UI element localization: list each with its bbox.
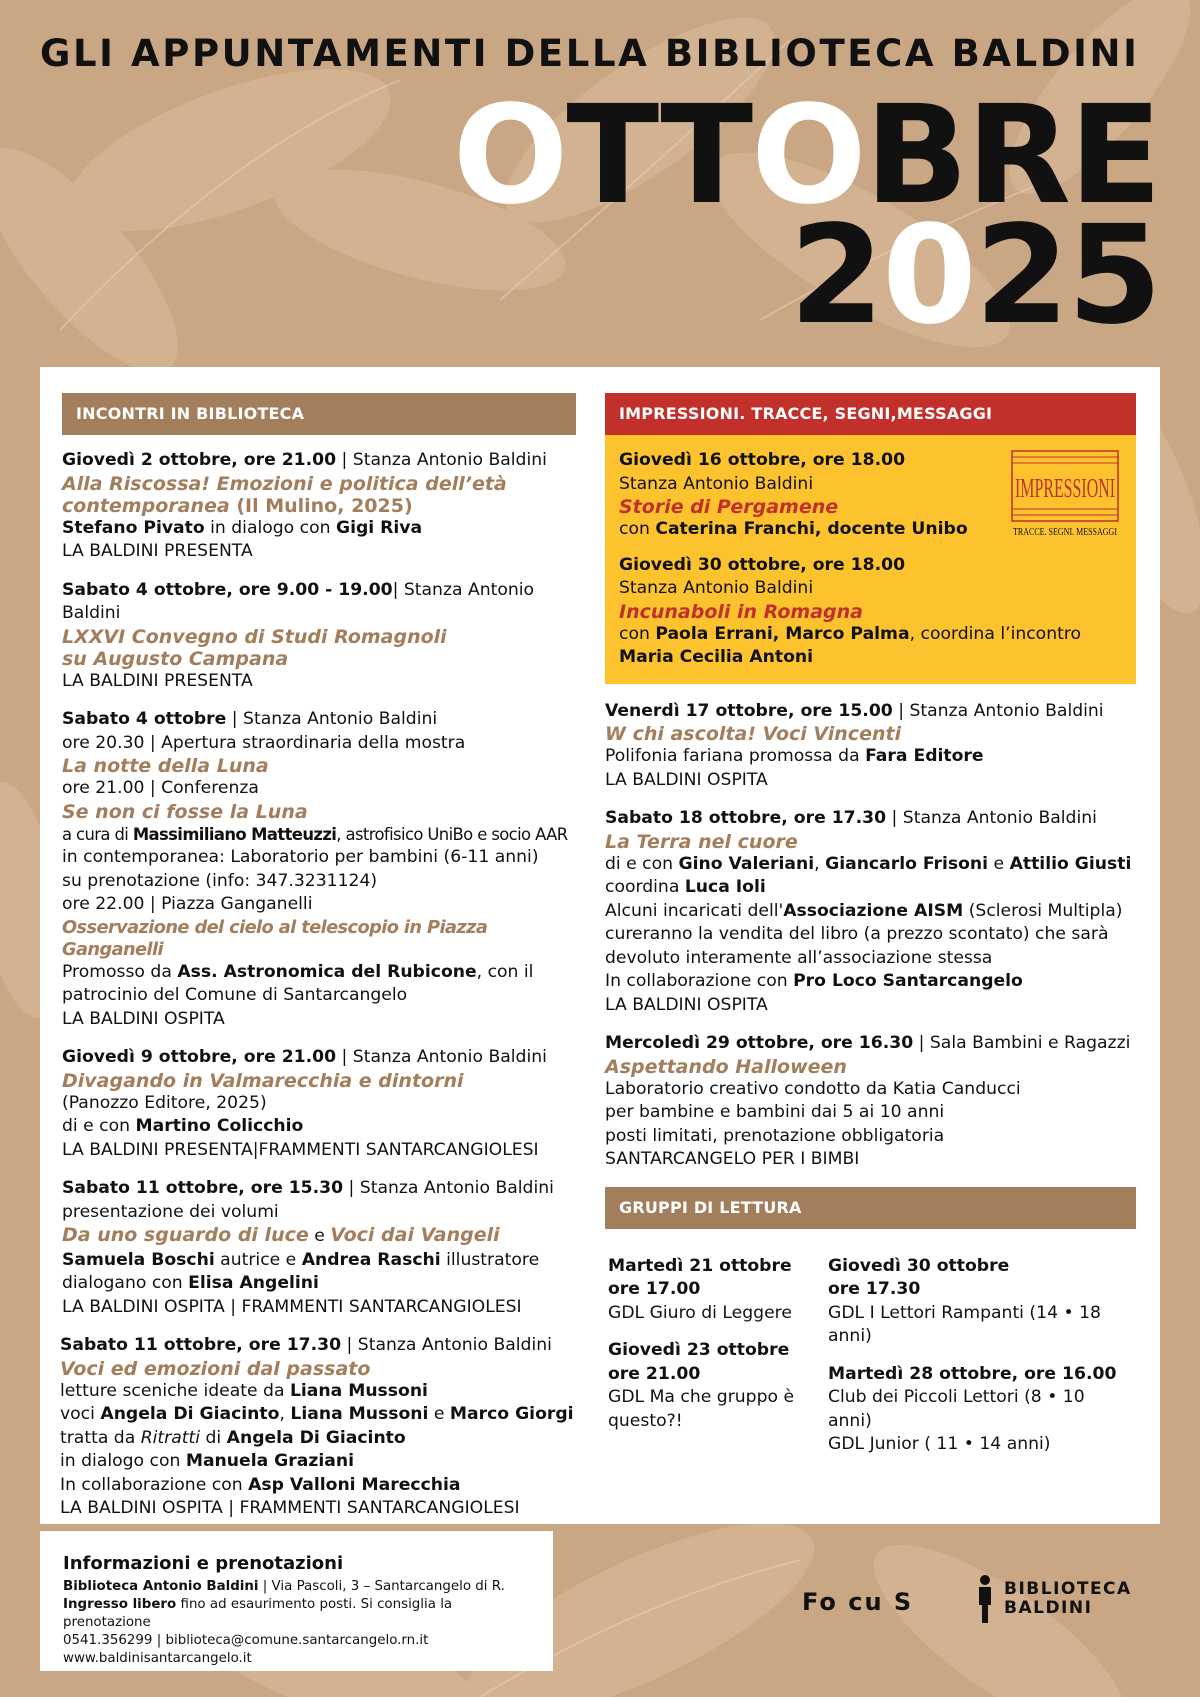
section-header-gdl: GRUPPI DI LETTURA bbox=[605, 1187, 1136, 1229]
info-card bbox=[40, 1531, 553, 1671]
event-4-ottobre-luna: Sabato 4 ottobre | Stanza Antonio Baldini ore 20.30 | Apertura straordinaria della mostra La notte della Luna ore 21.00 | Conferenza Se non ci fosse la Luna a cura di Massimiliano Matteuzzi, astrofisico UniBo e socio AAR in contemporanea: Laboratorio per bambini (6-11 anni) su prenotazione (info: 347.3231124) ore 22.00 | Piazza Ganganelli Osservazione del cielo al telescopio in Piazza Ganganelli Promosso da Ass. Astronomica del Rubicone, con il patrocinio del Comune di Santarcangelo LA BALDINI OSPITA bbox=[62, 709, 568, 1029]
person-silhouette-icon bbox=[976, 1574, 994, 1624]
event-11-ottobre-1730: Sabato 11 ottobre, ore 17.30 | Stanza Antonio Baldini Voci ed emozioni dal passato letture sceniche ideate da Liana Mussoni voci Angela Di Giacinto, Liana Mussoni e Marco Giorgi tratta da Ritratti di Angela Di Giacinto in dialogo con Manuela Graziani In collaborazione con Asp Valloni Marecchia LA BALDINI OSPITA | FRAMMENTI SANTARCANGIOLESI bbox=[60, 1335, 574, 1518]
gdl-item-30-ottobre: Giovedì 30 ottobre ore 17.30 GDL I Lettori Rampanti (14 • 18 anni) bbox=[828, 1255, 1101, 1346]
left-column bbox=[62, 393, 576, 1536]
event-18-ottobre: Sabato 18 ottobre, ore 17.30 | Stanza Antonio Baldini La Terra nel cuore di e con Gino Valeriani, Giancarlo Frisoni e Attilio Giusti coordina Luca Ioli Alcuni incaricati dell'Associazione AISM (Sclerosi Multipla) cureranno la vendita del libro (a prezzo scontato) che sarà devoluto interamente all’associazione stessa In collaborazione con Pro Loco Santarcangelo LA BALDINI OSPITA bbox=[605, 808, 1132, 1015]
focus-logo: Fo cu S bbox=[802, 1588, 914, 1616]
section-header-incontri: INCONTRI IN BIBLIOTECA bbox=[62, 393, 576, 435]
impressioni-box bbox=[605, 435, 1136, 684]
info-entry: Ingresso libero fino ad esaurimento posti. Si consiglia la prenotazione bbox=[63, 1597, 453, 1630]
gdl-grid bbox=[605, 1255, 1136, 1471]
gdl-item-21-ottobre: Martedì 21 ottobre ore 17.00 GDL Giuro di Leggere bbox=[608, 1255, 792, 1323]
gdl-item-28-ottobre: Martedì 28 ottobre, ore 16.00 Club dei Piccoli Lettori (8 • 10 anni) GDL Junior ( 11 • 14 anni) bbox=[828, 1363, 1117, 1454]
event-4-ottobre-convegno: Sabato 4 ottobre, ore 9.00 - 19.00| Stanza Antonio Baldini LXXVI Convegno di Studi Romagnoli su Augusto Campana LA BALDINI PRESENTA bbox=[62, 579, 535, 691]
impressioni-logo bbox=[1010, 449, 1120, 543]
logo-text-baldini: BALDINI bbox=[1004, 1598, 1093, 1618]
info-website: www.baldinisantarcangelo.it bbox=[63, 1651, 252, 1666]
month-title: OTTOBRE bbox=[452, 77, 1160, 235]
info-address: Biblioteca Antonio Baldini | Via Pascoli, 3 – Santarcangelo di R. bbox=[63, 1579, 505, 1594]
gdl-column-right bbox=[828, 1255, 1128, 1471]
gdl-column-left bbox=[605, 1255, 828, 1471]
event-29-ottobre: Mercoledì 29 ottobre, ore 16.30 | Sala Bambini e Ragazzi Aspettando Halloween Laboratorio creativo condotto da Katia Canducci per bambine e bambini dai 5 ai 10 anni posti limitati, prenotazione obbligatoria SANTARCANGELO PER I BIMBI bbox=[605, 1033, 1131, 1169]
gdl-item-23-ottobre: Giovedì 23 ottobre ore 21.00 GDL Ma che gruppo è questo?! bbox=[608, 1340, 795, 1431]
info-contacts: 0541.356299 | biblioteca@comune.santarcangelo.rn.it bbox=[63, 1633, 429, 1648]
poster-supertitle: GLI APPUNTAMENTI DELLA BIBLIOTECA BALDINI bbox=[40, 32, 1140, 75]
event-11-ottobre-1530: Sabato 11 ottobre, ore 15.30 | Stanza Antonio Baldini presentazione dei volumi Da uno sguardo di luce e Voci dai Vangeli Samuela Boschi autrice e Andrea Raschi illustratore dialogano con Elisa Angelini LA BALDINI OSPITA | FRAMMENTI SANTARCANGIOLESI bbox=[62, 1178, 554, 1317]
event-9-ottobre: Giovedì 9 ottobre, ore 21.00 | Stanza Antonio Baldini Divagando in Valmarecchia e dintorni (Panozzo Editore, 2025) di e con Martino Colicchio LA BALDINI PRESENTA|FRAMMENTI SANTARCANGIOLESI bbox=[62, 1047, 547, 1160]
svg-text:IMPRESSIONI: IMPRESSIONI bbox=[1015, 473, 1116, 503]
svg-text:TRACCE. SEGNI. MESSAGGI: TRACCE. SEGNI. MESSAGGI bbox=[1013, 527, 1117, 538]
events-card bbox=[40, 367, 1160, 1524]
year-title: 2025 bbox=[789, 197, 1160, 355]
info-title: Informazioni e prenotazioni bbox=[63, 1553, 344, 1574]
logo-text-biblioteca: BIBLIOTECA bbox=[1004, 1579, 1132, 1599]
event-16-ottobre: Giovedì 16 ottobre, ore 18.00 Stanza Antonio Baldini Storie di Pergamene con Caterina Franchi, docente Unibo bbox=[619, 450, 968, 539]
section-header-impressioni: IMPRESSIONI. TRACCE, SEGNI,MESSAGGI bbox=[605, 393, 1136, 435]
event-2-ottobre: Giovedì 2 ottobre, ore 21.00 | Stanza Antonio Baldini Alla Riscossa! Emozioni e politica dell’età contemporanea (Il Mulino, 2025) Stefano Pivato in dialogo con Gigi Riva LA BALDINI PRESENTA bbox=[62, 450, 547, 561]
right-column bbox=[605, 393, 1136, 1471]
event-30-ottobre-imp: Giovedì 30 ottobre, ore 18.00 Stanza Antonio Baldini Incunaboli in Romagna con Paola Errani, Marco Palma, coordina l’incontro Maria Cecilia Antoni bbox=[619, 554, 1082, 667]
event-17-ottobre: Venerdì 17 ottobre, ore 15.00 | Stanza Antonio Baldini W chi ascolta! Voci Vincenti Polifonia fariana promossa da Fara Editore LA BALDINI OSPITA bbox=[605, 700, 1104, 790]
biblioteca-baldini-logo bbox=[976, 1574, 1132, 1624]
